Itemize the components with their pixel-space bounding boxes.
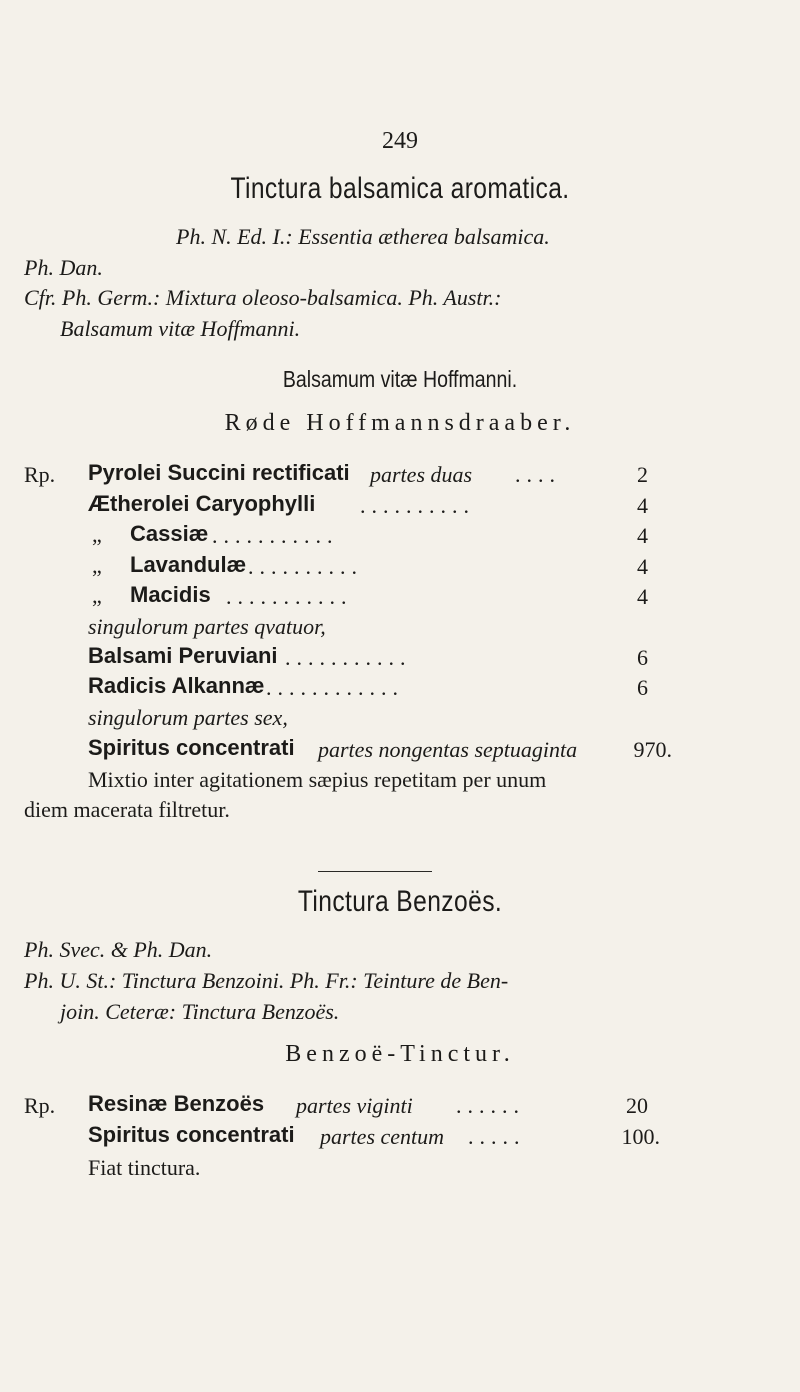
leader-dots: .......... — [360, 493, 475, 518]
reference-line: Ph. N. Ed. I.: Essentia ætherea balsamica. — [176, 224, 550, 249]
ditto-mark: „ — [92, 553, 102, 578]
ingredient-name: Radicis Alkannæ — [88, 673, 265, 698]
danish-name: Røde Hoffmannsdraaber. — [224, 410, 576, 436]
reference-line: Ph. U. St.: Tinctura Benzoini. Ph. Fr.: Teinture de Ben- — [24, 968, 509, 993]
ingredient-quantity: 4 — [637, 493, 648, 518]
ingredient-name: Cassiæ — [130, 521, 209, 546]
ditto-mark: „ — [92, 522, 102, 547]
latin-name: Balsamum vitæ Hoffmanni. — [282, 366, 518, 392]
leader-dots: ........... — [212, 523, 339, 548]
leader-dots: .... — [515, 462, 561, 487]
leader-dots: ........... — [285, 645, 412, 670]
ingredient-name: Macidis — [130, 582, 211, 607]
ingredient-quantity: 6 — [637, 645, 648, 670]
recipe-label: Rp. — [24, 1093, 56, 1118]
section-title: Tinctura Benzoës. — [297, 885, 503, 918]
reference-line: Balsamum vitæ Hoffmanni. — [60, 316, 301, 341]
reference-line: join. Ceteræ: Tinctura Benzoës. — [60, 999, 340, 1024]
reference-line: Ph. Dan. — [24, 255, 103, 280]
ingredient-quantity: 4 — [637, 584, 648, 609]
instruction-text: Mixtio inter agitationem sæpius repetitam per unum — [88, 767, 547, 792]
instruction-text: diem macerata filtretur. — [24, 797, 230, 822]
ingredient-quantity: 2 — [637, 462, 648, 487]
ingredient-quantity: 20 — [626, 1093, 648, 1118]
ingredient-name: Ætherolei Caryophylli — [88, 491, 316, 516]
ingredient-name: Resinæ Benzoës — [88, 1091, 265, 1116]
reference-line: Ph. Svec. & Ph. Dan. — [24, 937, 213, 962]
leader-dots: ............ — [266, 675, 404, 700]
instruction-text: Fiat tinctura. — [88, 1155, 201, 1180]
leader-dots: ........... — [226, 584, 353, 609]
ingredient-name: Lavandulæ — [130, 552, 247, 577]
recipe-label: Rp. — [24, 462, 56, 487]
ingredient-quantity: 100. — [621, 1124, 660, 1149]
page-number: 249 — [382, 128, 418, 154]
ingredient-name: Spiritus concentrati — [88, 735, 295, 760]
leader-dots: ...... — [456, 1093, 525, 1118]
ingredient-name: Pyrolei Succini rectificati — [88, 460, 350, 485]
ingredient-quantity: 6 — [637, 675, 648, 700]
ingredient-quantity: 4 — [637, 554, 648, 579]
section-title: Tinctura balsamica aromatica. — [230, 172, 570, 205]
leader-dots: ..... — [468, 1124, 526, 1149]
singulorum-note: singulorum partes sex, — [88, 705, 288, 730]
ingredient-note: partes nongentas septuaginta — [318, 737, 578, 762]
ditto-mark: „ — [92, 583, 102, 608]
section-divider — [318, 871, 432, 872]
singulorum-note: singulorum partes qvatuor, — [88, 614, 326, 639]
ingredient-note: partes duas — [370, 462, 473, 487]
ingredient-note: partes centum — [320, 1124, 445, 1149]
ingredient-name: Spiritus concentrati — [88, 1122, 295, 1147]
leader-dots: .......... — [248, 554, 363, 579]
reference-line: Cfr. Ph. Germ.: Mixtura oleoso-balsamica. Ph. Austr.: — [24, 285, 502, 310]
ingredient-name: Balsami Peruviani — [88, 643, 278, 668]
ingredient-quantity: 4 — [637, 523, 648, 548]
ingredient-note: partes viginti — [296, 1093, 413, 1118]
danish-name: Benzoë-Tinctur. — [285, 1041, 515, 1067]
ingredient-quantity: 970. — [633, 737, 672, 762]
